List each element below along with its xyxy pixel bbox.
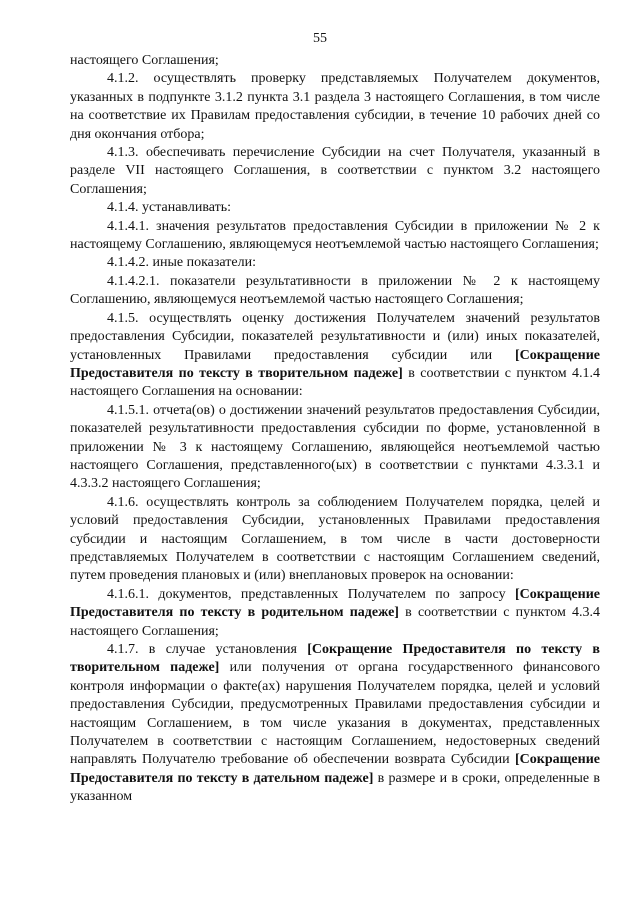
paragraph-4-1-6-1: 4.1.6.1. документов, представленных Получателем по запросу [Сокращение Предоставителя по тексту в родительном падеже] в соответствии с пунктом 4.3.4 настоящего Соглашения; — [70, 586, 600, 639]
paragraph-intro: настоящего Соглашения; — [70, 53, 219, 68]
paragraph-4-1-7: 4.1.7. в случае установления [Сокращение Предоставителя по тексту в творительном падеже] или получения от органа государственного финансового контроля информации о факте(ах) нарушения Получателем порядка, целей и условий предоставления Субсидии, предусмотренных Правилами предоставления субсидии и настоящим Соглашением, в том числе указания в документах, представленных Получателем в соответствии с настоящим Соглашением, недостоверных сведений направлять Получателю требование об обеспечении возврата Субсидии [Сокращение Предоставителя по тексту в дательном падеже] в размере и в сроки, определенные в указанном — [70, 642, 600, 805]
document-body — [70, 52, 600, 807]
paragraph-4-1-6: 4.1.6. осуществлять контроль за соблюдением Получателем порядка, целей и условий предоставления Субсидии, установленных Правилами предоставления субсидии и настоящим Соглашением, в том числе в части достоверности представляемых Получателем в соответствии с настоящим Соглашением сведений, путем проведения плановых и (или) внеплановых проверок на основании: — [70, 494, 600, 584]
provider-placeholder: [Сокращение Предоставителя по тексту в родительном падеже] — [70, 586, 600, 621]
paragraph-4-1-4-1: 4.1.4.1. значения результатов предоставления Субсидии в приложении № 2 к настоящему Соглашению, являющемуся неотъемлемой частью настоящего Соглашения; — [70, 218, 600, 253]
paragraph-4-1-4: 4.1.4. устанавливать: — [107, 200, 231, 216]
paragraph-4-1-4-2-1: 4.1.4.2.1. показатели результативности в приложении № 2 к настоящему Соглашению, являющемуся неотъемлемой частью настоящего Соглашения; — [70, 273, 600, 308]
provider-placeholder: [Сокращение Предоставителя по тексту в творительном падеже] — [70, 642, 600, 676]
paragraph-4-1-5: 4.1.5. осуществлять оценку достижения Получателем значений результатов предоставления Субсидии, показателей результативности и (или) иных показателей, установленных Правилами предоставления субсидии или [Сокращение Предоставителя по тексту в творительном падеже] в соответствии с пунктом 4.1.4 настоящего Соглашения на основании: — [70, 310, 600, 400]
paragraph-4-1-5-1: 4.1.5.1. отчета(ов) о достижении значений результатов предоставления Субсидии, показателей результативности предоставления субсидии по форме, установленной в приложении № 3 к настоящему Соглашению, являющейся неотъемлемой частью настоящего Соглашения, представленного(ых) в соответствии с пунктами 4.3.3.1 и 4.3.3.2 настоящего Соглашения; — [70, 402, 600, 492]
provider-placeholder: [Сокращение Предоставителя по тексту в дательном падеже] — [70, 752, 600, 786]
provider-placeholder: [Сокращение Предоставителя по тексту в творительном падеже] — [70, 347, 600, 381]
page-number: 55 — [313, 31, 327, 46]
paragraph-4-1-3: 4.1.3. обеспечивать перечисление Субсидии на счет Получателя, указанный в разделе VII настоящего Соглашения, в соответствии с пунктом 3.2 настоящего Соглашения; — [70, 145, 600, 197]
paragraph-4-1-2: 4.1.2. осуществлять проверку представляемых Получателем документов, указанных в подпункте 3.1.2 пункта 3.1 раздела 3 настоящего Соглашения, в том числе на соответствие их Правилам предоставления субсидии, в течение 10 рабочих дней со дня окончания отбора; — [70, 71, 600, 142]
paragraph-4-1-4-2: 4.1.4.2. иные показатели: — [107, 255, 256, 271]
